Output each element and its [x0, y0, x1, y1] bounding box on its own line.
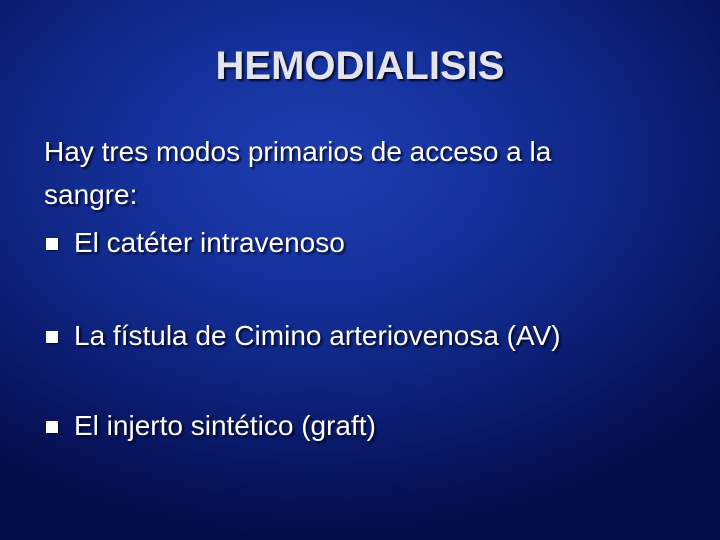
bullet-text: El catéter intravenoso [74, 227, 345, 258]
square-bullet-icon [46, 331, 58, 343]
intro-text-line-2: sangre: [44, 179, 138, 210]
bullet-text: La fístula de Cimino arteriovenosa (AV) [74, 320, 561, 351]
square-bullet-icon [46, 421, 58, 433]
bullet-text: El injerto sintético (graft) [74, 410, 376, 441]
intro-text-line-1: Hay tres modos primarios de acceso a la [44, 136, 552, 167]
slide-title: HEMODIALISIS [215, 44, 505, 88]
square-bullet-icon [46, 238, 58, 250]
